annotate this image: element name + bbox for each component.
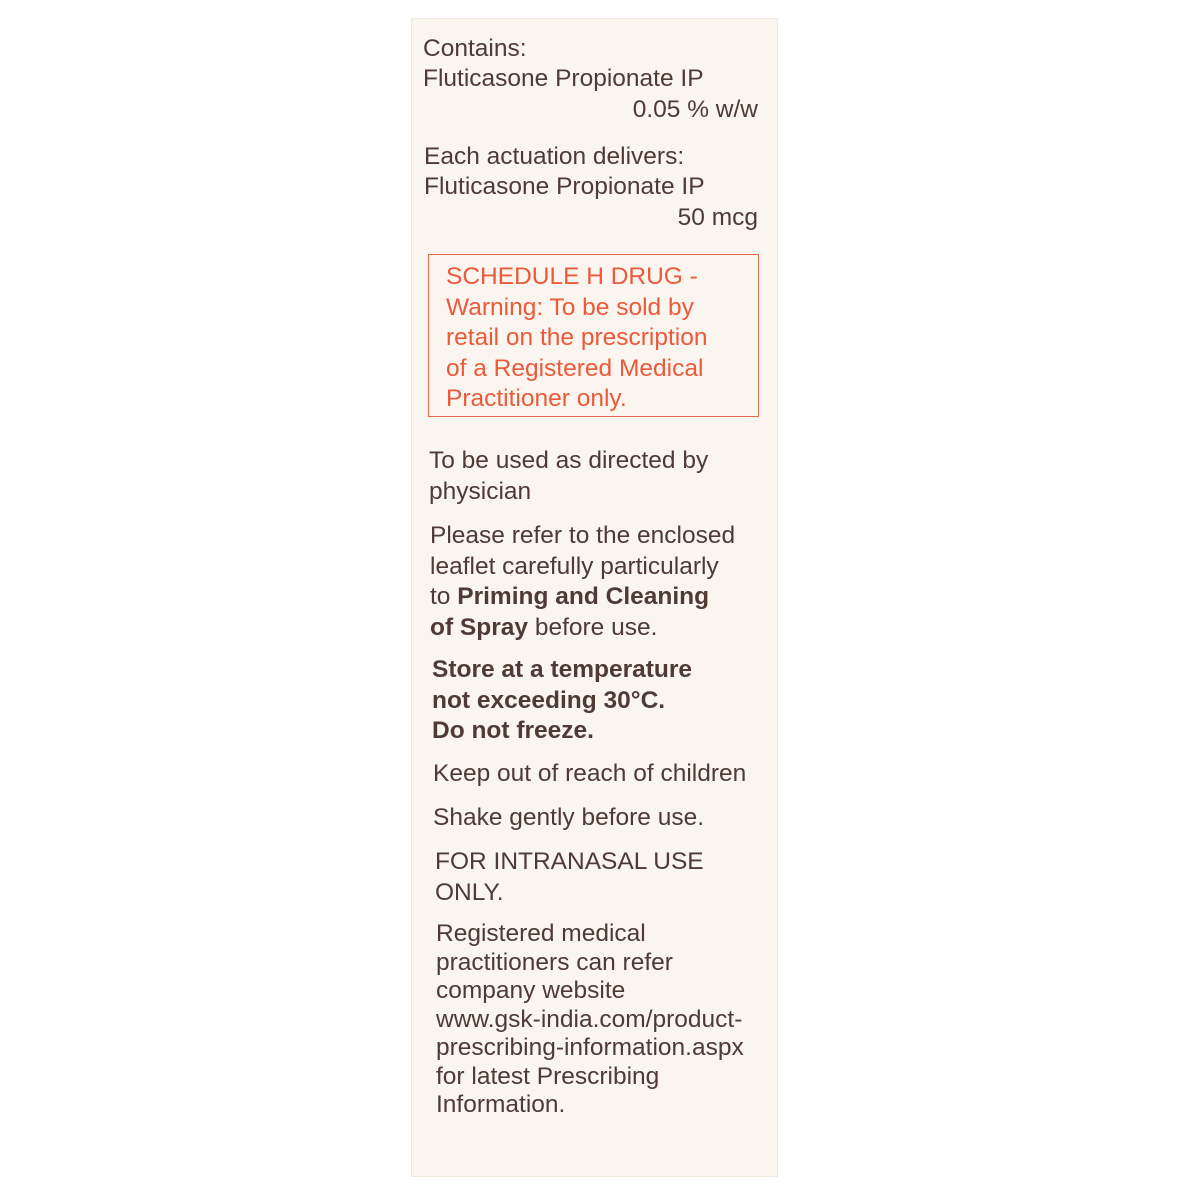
contains-label: Contains: <box>423 35 527 62</box>
warning-line: SCHEDULE H DRUG - <box>446 263 698 290</box>
actuation-dose: 50 mcg <box>677 204 758 231</box>
registered-line: Information. <box>436 1091 566 1118</box>
registered-practitioners-info <box>436 920 744 1120</box>
leaflet-line: Please refer to the enclosed <box>430 522 736 549</box>
shake-instruction: Shake gently before use. <box>433 804 705 831</box>
spray-emphasis: of Spray <box>430 613 529 641</box>
leaflet-line: to <box>430 583 458 610</box>
actuation-ingredient: Fluticasone Propionate IP <box>424 173 705 200</box>
leaflet-line: before use. <box>528 613 658 641</box>
contains-strength: 0.05 % w/w <box>632 96 758 123</box>
children-warning: Keep out of reach of children <box>433 760 747 787</box>
warning-line: retail on the prescription <box>446 324 708 351</box>
directions-line: physician <box>429 477 532 505</box>
warning-line: Practitioner only. <box>446 385 627 412</box>
storage-line: not exceeding 30°C. <box>432 686 666 714</box>
storage-line: Do not freeze. <box>432 717 594 744</box>
carton-label-panel <box>411 18 778 1177</box>
intranasal-line: ONLY. <box>435 878 504 906</box>
leaflet-instructions <box>430 521 735 643</box>
leaflet-line: leaflet carefully particularly <box>430 552 719 580</box>
schedule-h-warning-box <box>428 254 759 417</box>
priming-cleaning-emphasis: Priming and Cleaning <box>457 583 710 610</box>
registered-line: practitioners can refer <box>436 948 673 976</box>
website-url: prescribing-information.aspx <box>436 1034 744 1061</box>
actuation-label: Each actuation delivers: <box>424 143 685 170</box>
warning-line: of a Registered Medical <box>446 354 704 382</box>
website-url: www.gsk-india.com/product- <box>436 1005 743 1033</box>
contains-ingredient: Fluticasone Propionate IP <box>423 65 704 92</box>
registered-line: Registered medical <box>436 920 646 947</box>
storage-line: Store at a temperature <box>432 656 693 683</box>
registered-line: company website <box>436 977 626 1004</box>
intranasal-notice <box>435 847 704 908</box>
warning-line: Warning: To be sold by <box>446 293 694 321</box>
directions-line: To be used as directed by <box>429 447 709 474</box>
directions-text <box>429 446 708 507</box>
warning-text <box>446 262 707 415</box>
registered-line: for latest Prescribing <box>436 1062 660 1090</box>
intranasal-line: FOR INTRANASAL USE <box>435 848 704 875</box>
storage-instructions <box>432 655 692 747</box>
